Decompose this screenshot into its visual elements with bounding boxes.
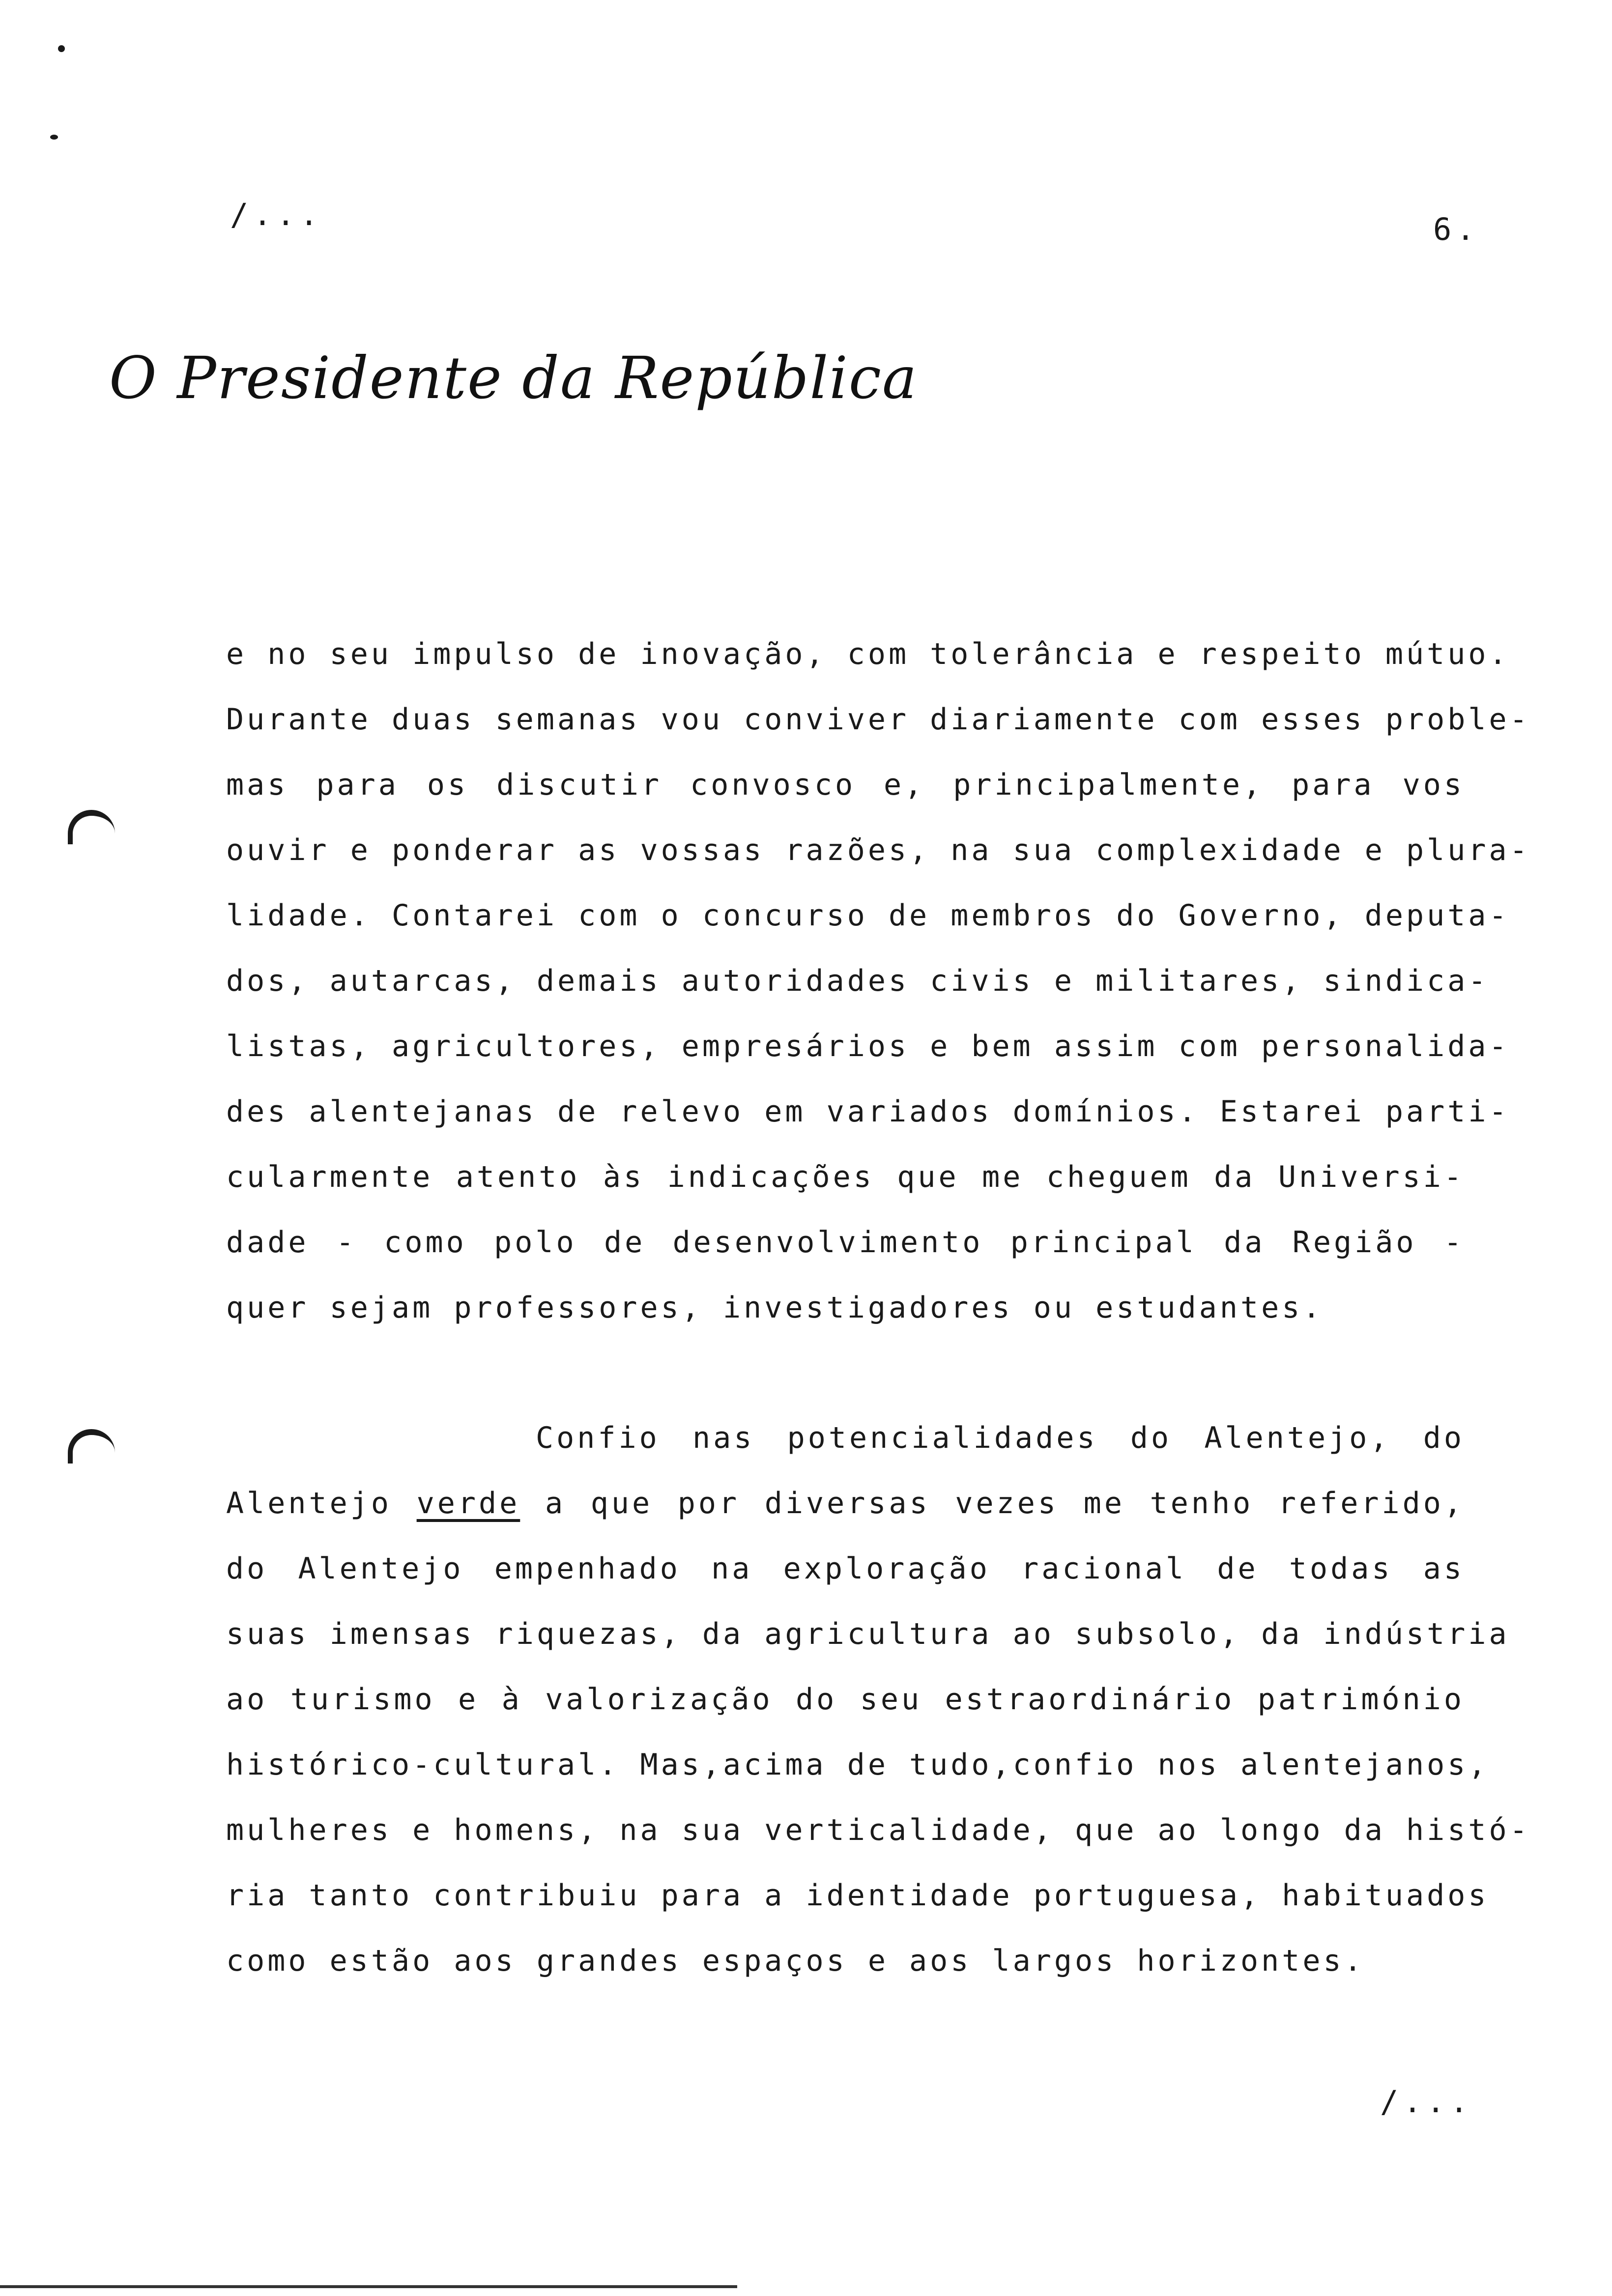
text-run: Alentejo [226,1486,417,1521]
bottom-edge-rule [0,2285,737,2288]
paragraph-line [226,1471,1465,1536]
paragraph-line: ria tanto contribuiu para a identidade portuguesa, habituados [226,1878,1489,1913]
margin-dash-mark [50,135,58,140]
paragraph-line: suas imensas riquezas, da agricultura ao subsolo, da indústria [226,1617,1510,1651]
paragraph-line: lidade. Contarei com o concurso de membros do Governo, deputa- [226,898,1510,933]
page-number: 6. [1433,211,1480,247]
punch-hole-mark-upper [68,810,115,844]
paragraph-line: dos, autarcas, demais autoridades civis e militares, sindica- [226,964,1489,998]
paragraph-line: des alentejanas de relevo em variados domínios. Estarei parti- [226,1094,1510,1129]
paragraph-1 [226,622,1530,1341]
paragraph-line: como estão aos grandes espaços e aos largos horizontes. [226,1944,1365,1978]
paragraph-line: dade - como polo de desenvolvimento principal da Região - [226,1225,1465,1260]
continuation-mark-top: /... [230,197,323,232]
paragraph-line: Confio nas potencialidades do Alentejo, do [536,1421,1465,1455]
continuation-mark-bottom: /... [1380,2084,1473,2120]
underlined-word: verde [416,1486,520,1521]
paragraph-line: e no seu impulso de inovação, com tolerância e respeito mútuo. [226,637,1510,671]
text-run: a que por diversas vezes me tenho referido, [520,1486,1465,1521]
paragraph-line: Durante duas semanas vou conviver diariamente com esses proble- [226,702,1530,737]
paragraph-line: ouvir e ponderar as vossas razões, na sua complexidade e plura- [226,833,1530,867]
paragraph-line: histórico-cultural. Mas,acima de tudo,confio nos alentejanos, [226,1748,1489,1782]
paragraph-line: do Alentejo empenhado na exploração racional de todas as [226,1551,1465,1586]
letterhead-signature: O Presidente da República [109,344,918,412]
paragraph-2 [226,1406,1530,1994]
paragraph-line: quer sejam professores, investigadores ou estudantes. [226,1291,1324,1325]
paragraph-line: mas para os discutir convosco e, principalmente, para vos [226,768,1465,802]
paragraph-line: cularmente atento às indicações que me cheguem da Universi- [226,1160,1465,1194]
paragraph-line: ao turismo e à valorização do seu estraordinário património [226,1682,1465,1717]
paragraph-line: listas, agricultores, empresários e bem assim com personalida- [226,1029,1510,1063]
margin-dot-mark [58,45,65,52]
paragraph-line: mulheres e homens, na sua verticalidade, que ao longo da histó- [226,1813,1530,1847]
punch-hole-mark-lower [68,1429,115,1464]
